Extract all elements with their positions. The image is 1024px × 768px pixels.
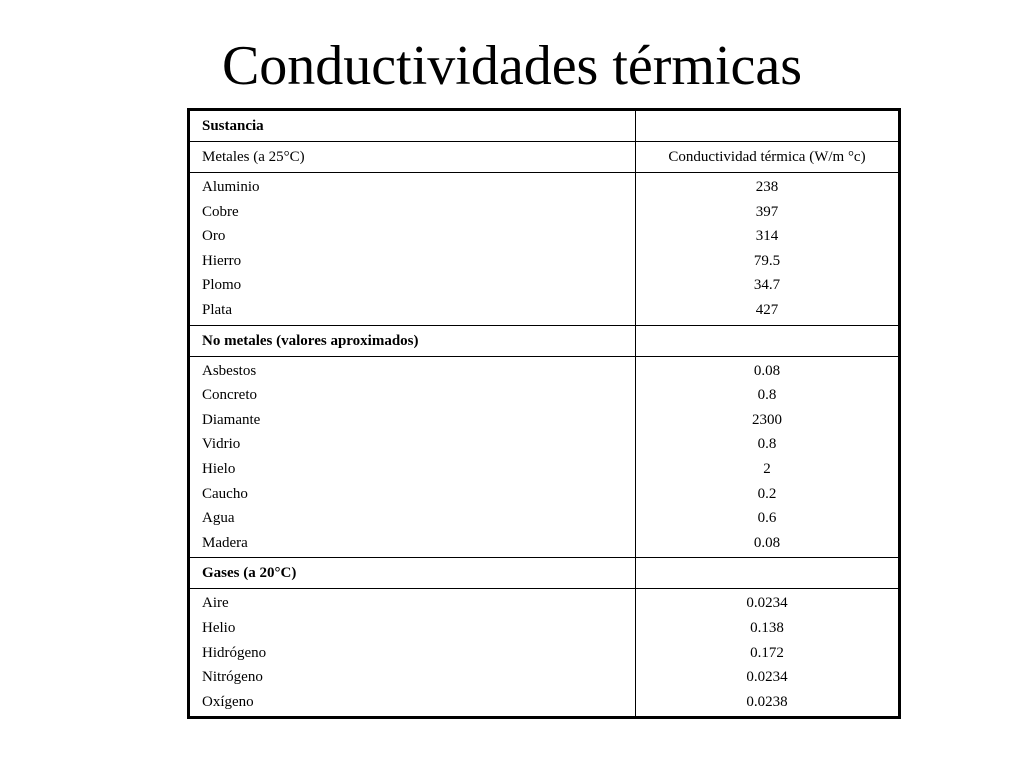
- substance-name: Agua: [202, 510, 235, 527]
- conductivity-value-cell: [636, 589, 900, 718]
- section-label-cell: No metales (valores aproximados): [189, 325, 636, 356]
- substance-name: Helio: [202, 619, 236, 636]
- table-body: [189, 110, 900, 718]
- section-label-cell: Gases (a 20°C): [189, 558, 636, 589]
- substance-name: Vidrio: [202, 436, 241, 453]
- conductivity-value: 2300: [752, 411, 782, 428]
- substance-name: Aire: [202, 595, 229, 612]
- conductivity-value: 2: [763, 460, 771, 477]
- substance-name: Hielo: [202, 460, 236, 477]
- substance-name: Oro: [202, 228, 226, 245]
- substance-name-cell: [189, 356, 636, 558]
- conductivity-value: 0.0238: [746, 693, 788, 710]
- conductivity-value: 427: [755, 301, 779, 318]
- section-items-row: [189, 173, 900, 326]
- substance-name: Caucho: [202, 485, 248, 502]
- substance-name: Hierro: [202, 252, 242, 269]
- substance-name-cell: [189, 173, 636, 326]
- section-header-row: [189, 325, 900, 356]
- conductivity-value: 0.2: [757, 485, 777, 502]
- section-items-row: [189, 589, 900, 718]
- substance-name: Nitrógeno: [202, 669, 263, 686]
- conductivity-value: 0.8: [757, 387, 777, 404]
- slide-title: Conductividades térmicas: [221, 35, 803, 97]
- substance-name: Oxígeno: [202, 693, 254, 710]
- substance-name: Aluminio: [202, 179, 260, 195]
- section-value-header-cell: Conductividad térmica (W/m °c): [636, 142, 900, 173]
- header-substance-cell: Sustancia: [189, 110, 636, 142]
- conductivity-value: 0.0234: [746, 595, 788, 612]
- substance-name: Plata: [202, 301, 232, 318]
- substance-name: Hidrógeno: [202, 644, 267, 661]
- conductivity-value: 0.0234: [746, 669, 788, 686]
- section-value-header-cell: [636, 325, 900, 356]
- conductivity-value: 0.8: [757, 436, 777, 453]
- header-empty-cell: [636, 110, 900, 142]
- section-header-row: [189, 142, 900, 173]
- substance-name-cell: [189, 589, 636, 718]
- conductivity-value: 0.08: [753, 534, 781, 551]
- conductivity-value: 34.7: [753, 277, 781, 294]
- substance-name: Diamante: [202, 411, 261, 428]
- conductivity-value-cell: [636, 173, 900, 326]
- substance-name: Concreto: [202, 387, 257, 404]
- substance-name: Cobre: [202, 203, 239, 220]
- conductivity-value: 79.5: [753, 252, 781, 269]
- conductivity-value-cell: [636, 356, 900, 558]
- section-label-cell: Metales (a 25°C): [189, 142, 636, 173]
- substance-name: Madera: [202, 534, 248, 551]
- substance-name: Plomo: [202, 277, 242, 294]
- conductivity-value: 314: [755, 228, 779, 245]
- conductivity-value: 0.138: [750, 619, 784, 636]
- conductivity-table: [187, 108, 901, 719]
- table-header-row: [189, 110, 900, 142]
- conductivity-value: 238: [755, 179, 779, 195]
- section-header-row: [189, 558, 900, 589]
- conductivity-value: 0.172: [750, 644, 784, 661]
- section-value-header-cell: [636, 558, 900, 589]
- conductivity-value: 0.08: [753, 362, 781, 379]
- conductivity-value: 0.6: [757, 510, 777, 527]
- conductivity-value: 397: [755, 203, 779, 220]
- section-items-row: [189, 356, 900, 558]
- substance-name: Asbestos: [202, 362, 257, 379]
